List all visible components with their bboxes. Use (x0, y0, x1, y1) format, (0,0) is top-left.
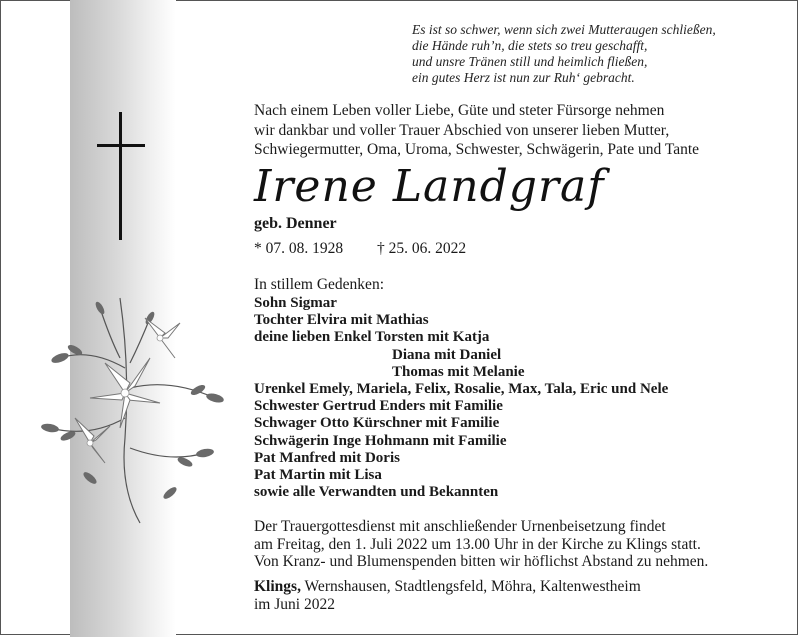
mourner-line: Sohn Sigmar (254, 295, 337, 311)
cross-icon (119, 112, 122, 240)
memorial-title: In stillem Gedenken: (254, 276, 384, 293)
service-line: am Freitag, den 1. Juli 2022 um 13.00 Uhr in der Kirche zu Klings statt. (254, 535, 701, 553)
poem-line: Es ist so schwer, wenn sich zwei Mutteraugen schließen, (412, 22, 716, 37)
mourner-line: Schwägerin Inge Hohmann mit Familie (254, 432, 507, 449)
poem (412, 22, 792, 86)
main-place: Klings, (254, 578, 301, 595)
poem-line: die Hände ruh’n, die stets so treu geschafft, (412, 38, 648, 53)
closing-block (254, 578, 784, 614)
mourner-line: Diana mit Daniel (392, 346, 502, 363)
mourner-line: Tochter Elvira mit Mathias (254, 312, 429, 329)
closing-date: im Juni 2022 (254, 596, 335, 613)
poem-line: ein gutes Herz ist nun zur Ruh‘ gebracht. (412, 70, 635, 85)
other-places: Wernshausen, Stadtlengsfeld, Möhra, Kaltenwestheim (300, 578, 641, 595)
service-line: Der Trauergottesdienst mit anschließender Urnenbeisetzung findet (254, 518, 666, 535)
service-info (254, 518, 784, 571)
mourner-line: Thomas mit Melanie (392, 363, 525, 380)
lily-bouquet-icon (30, 278, 230, 528)
mourner-line: deine lieben Enkel Torsten mit Katja (254, 329, 490, 346)
mourner-line: sowie alle Verwandten und Bekannten (254, 484, 499, 501)
intro-line: Schwiegermutter, Oma, Uroma, Schwester, Schwägerin, Pate und Tante (254, 141, 700, 158)
cross-icon-bar (97, 144, 145, 147)
intro-line: wir dankbar und voller Trauer Abschied von unserer lieben Mutter, (254, 121, 670, 139)
places-line (254, 578, 784, 596)
birth-date: * 07. 08. 1928 (254, 240, 344, 257)
mourner-line: Urenkel Emely, Mariela, Felix, Rosalie, Max, Tala, Eric und Nele (254, 381, 669, 398)
death-date: † 25. 06. 2022 (377, 240, 467, 257)
mourner-line: Pat Martin mit Lisa (254, 467, 382, 484)
birth-name: geb. Denner (254, 215, 337, 232)
mourner-line: Schwager Otto Kürschner mit Familie (254, 415, 500, 432)
intro-line: Nach einem Leben voller Liebe, Güte und steter Fürsorge nehmen (254, 102, 665, 119)
mourner-line: Schwester Gertrud Enders mit Familie (254, 398, 503, 415)
poem-line: und unsre Tränen still und heimlich fließen, (412, 54, 648, 69)
life-dates (254, 240, 466, 258)
intro-text (254, 101, 784, 160)
mourners-list (254, 295, 784, 501)
deceased-name: Irene Landgraf (254, 161, 605, 212)
service-line: Von Kranz- und Blumenspenden bitten wir höflichst Abstand zu nehmen. (254, 553, 709, 570)
mourner-line: Pat Manfred mit Doris (254, 449, 400, 466)
